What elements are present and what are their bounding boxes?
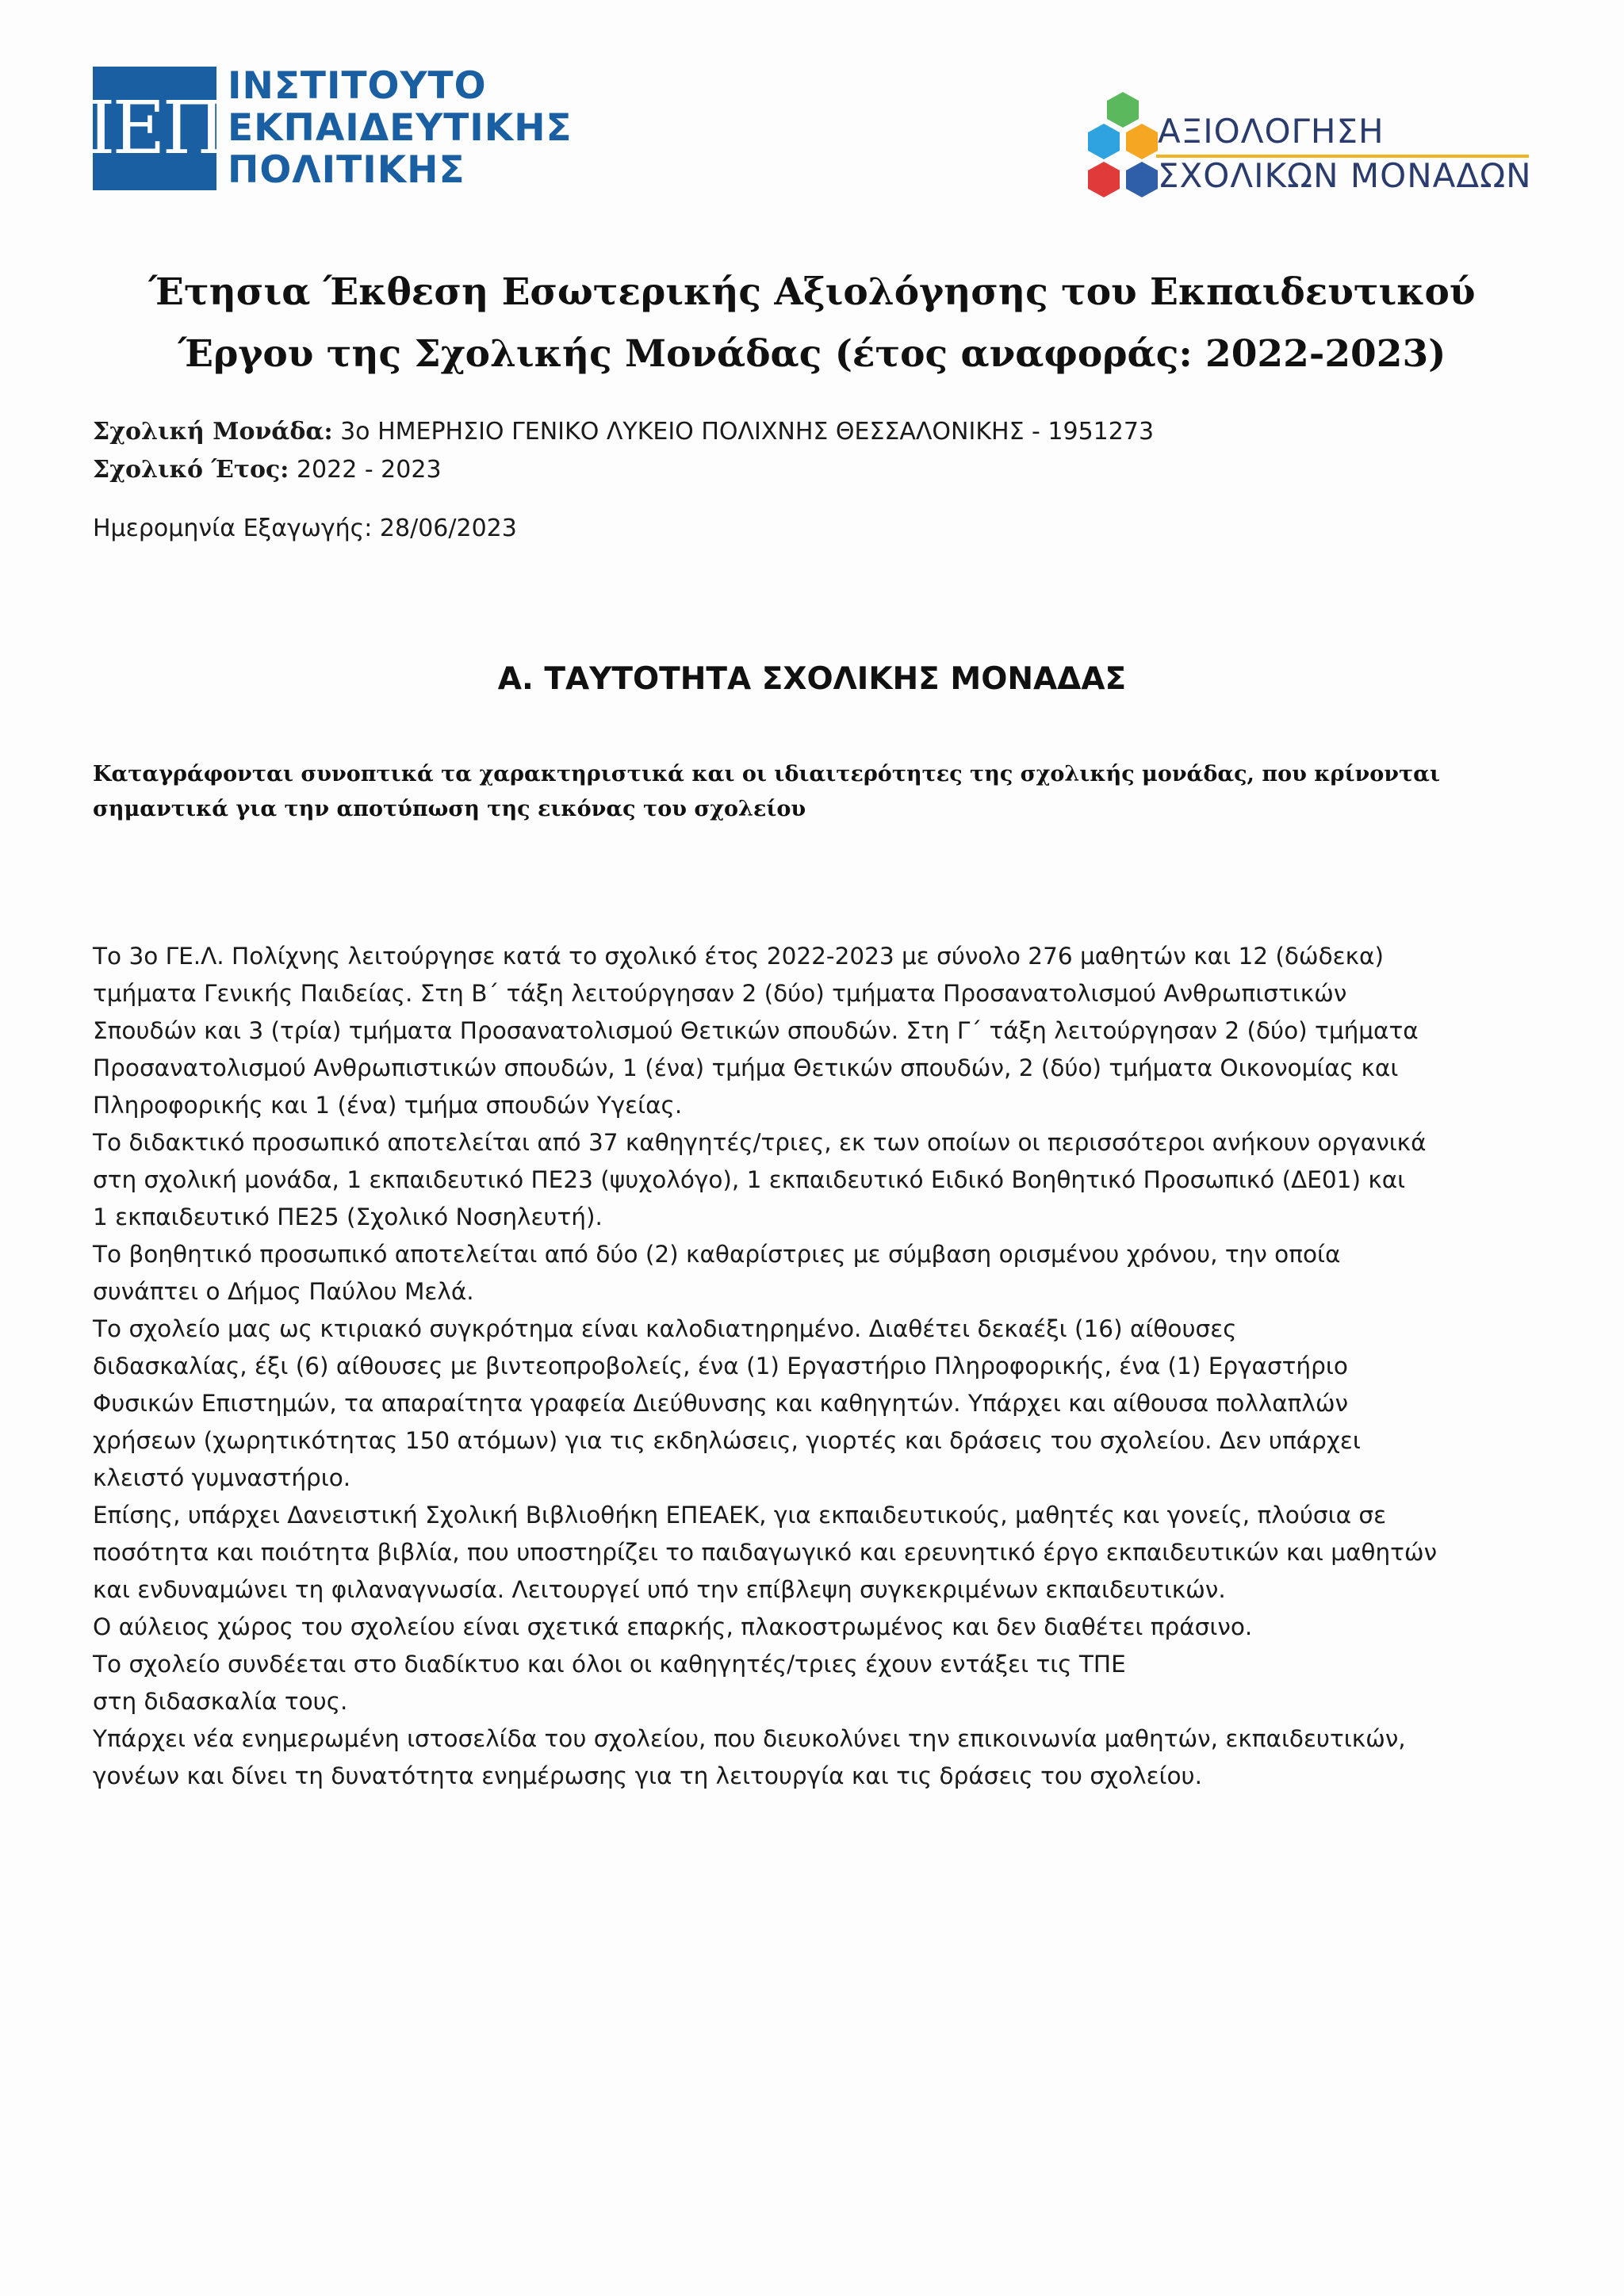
eval-logo-line-2: ΣΧΟΛΙΚΩΝ ΜΟΝΑΔΩΝ [1158,156,1532,195]
iep-logo-line-2: ΕΚΠΑΙΔΕΥΤΙΚΗΣ [228,106,573,150]
document-title-line-1: Έτησια Έκθεση Εσωτερικής Αξιολόγησης του Εκπαιδευτικού [148,270,1476,314]
school-year-value: 2022 - 2023 [296,456,442,484]
body-line: Προσανατολισμού Ανθρωπιστικών σπουδών, 1 (ένα) τμήμα Θετικών σπουδών, 2 (δύο) τμήματα Οικονομίας και [93,1054,1399,1081]
hexagon-cluster-icon [1088,92,1158,203]
school-unit-row [93,416,1154,448]
eval-logo-text [1158,109,1532,198]
body-line: 1 εκπαιδευτικό ΠΕ25 (Σχολικό Νοσηλευτή). [93,1203,603,1230]
body-line: Πληροφορικής και 1 (ένα) τμήμα σπουδών Υγείας. [93,1092,683,1119]
body-line: Το σχολείο συνδέεται στο διαδίκτυο και όλοι οι καθηγητές/τριες έχουν εντάξει τις ΤΠΕ [93,1651,1126,1678]
body-line: Το 3ο ΓΕ.Λ. Πολίχνης λειτούργησε κατά το σχολικό έτος 2022-2023 με σύνολο 276 μαθητών και 12 (δώδεκα) [93,943,1384,970]
body-line: χρήσεων (χωρητικότητας 150 ατόμων) για τις εκδηλώσεις, γιορτές και δράσεις του σχολείου. Δεν υπάρχει [93,1427,1361,1454]
iep-logo-mark-text: ΙΕΠ [86,86,223,170]
body-line: Ο αύλειος χώρος του σχολείου είναι σχετικά επαρκής, πλακοστρωμένος και δεν διαθέτει πράσινο. [93,1613,1253,1640]
school-year-row [93,454,442,486]
body-line: και ενδυναμώνει τη φιλαναγνωσία. Λειτουργεί υπό την επίβλεψη συγκεκριμένων εκπαιδευτικών. [93,1576,1226,1603]
school-unit-label: Σχολική Μονάδα: [93,418,333,446]
body-line: συνάπτει ο Δήμος Παύλου Μελά. [93,1278,474,1305]
iep-logo-line-1: ΙΝΣΤΙΤΟΥΤΟ [228,64,487,108]
document-title-line-2: Έργου της Σχολικής Μονάδας (έτος αναφοράς: 2022-2023) [178,332,1446,376]
body-line: Φυσικών Επιστημών, τα απαραίτητα γραφεία Διεύθυνσης και καθηγητών. Υπάρχει και αίθουσα πολλαπλών [93,1390,1349,1417]
section-description-line-2: σημαντικά για την αποτύπωση της εικόνας του σχολείου [93,797,806,821]
iep-logo-text [228,64,573,192]
body-line: Το βοηθητικό προσωπικό αποτελείται από δύο (2) καθαρίστριες με σύμβαση ορισμένου χρόνου, την οποία [93,1241,1341,1268]
body-line: Υπάρχει νέα ενημερωμένη ιστοσελίδα του σχολείου, που διευκολύνει την επικοινωνία μαθητών, εκπαιδευτικών, [93,1725,1406,1752]
section-description [93,757,1544,827]
body-line: Το διδακτικό προσωπικό αποτελείται από 37 καθηγητές/τριες, εκ των οποίων οι περισσότεροι ανήκουν οργανικά [93,1129,1427,1156]
school-year-label: Σχολικό Έτος: [93,456,289,484]
export-date: Ημερομηνία Εξαγωγής: 28/06/2023 [93,515,517,542]
body-line: Σπουδών και 3 (τρία) τμήματα Προσανατολισμού Θετικών σπουδών. Στη Γ΄ τάξη λειτούργησαν 2 (δύο) τμήματα [93,1017,1419,1044]
school-unit-value: 3ο ΗΜΕΡΗΣΙΟ ΓΕΝΙΚΟ ΛΥΚΕΙΟ ΠΟΛΙΧΝΗΣ ΘΕΣΣΑΛΟΝΙΚΗΣ - 1951273 [340,418,1155,446]
body-line: στη σχολική μονάδα, 1 εκπαιδευτικό ΠΕ23 (ψυχολόγο), 1 εκπαιδευτικό Ειδικό Βοηθητικό Προσωπικό (ΔΕ01) και [93,1166,1406,1193]
body-line: Το σχολείο μας ως κτιριακό συγκρότημα είναι καλοδιατηρημένο. Διαθέτει δεκαέξι (16) αίθουσες [93,1315,1237,1342]
body-line: ποσότητα και ποιότητα βιβλία, που υποστηρίζει το παιδαγωγικό και ερευνητικό έργο εκπαιδευτικών και μαθητών [93,1539,1438,1566]
eval-logo-line-1: ΑΞΙΟΛΟΓΗΣΗ [1158,112,1385,151]
iep-logo [86,64,573,192]
body-line: στη διδασκαλία τους. [93,1688,348,1715]
section-title: Α. ΤΑΥΤΟΤΗΤΑ ΣΧΟΛΙΚΗΣ ΜΟΝΑΔΑΣ [497,661,1127,697]
body-line: Επίσης, υπάρχει Δανειστική Σχολική Βιβλιοθήκη ΕΠΕΑΕΚ, για εκπαιδευτικούς, μαθητές και γονείς, πλούσια σε [93,1502,1387,1529]
body-line: διδασκαλίας, έξι (6) αίθουσες με βιντεοπροβολείς, ένα (1) Εργαστήριο Πληροφορικής, ένα (1) Εργαστήριο [93,1353,1348,1380]
school-identity-text [93,938,1552,1795]
iep-logo-mark [86,67,223,190]
section-description-line-1: Καταγράφονται συνοπτικά τα χαρακτηριστικά και οι ιδιαιτερότητες της σχολικής μονάδας, που κρίνονται [93,762,1441,786]
body-line: τμήματα Γενικής Παιδείας. Στη Β΄ τάξη λειτούργησαν 2 (δύο) τμήματα Προσανατολισμού Ανθρωπιστικών [93,980,1347,1007]
body-line: κλειστό γυμναστήριο. [93,1464,351,1491]
body-line: γονέων και δίνει τη δυνατότητα ενημέρωσης για τη λειτουργία και τις δράσεις του σχολείου. [93,1762,1203,1789]
iep-logo-line-3: ΠΟΛΙΤΙΚΗΣ [228,148,465,192]
document-title [79,262,1545,385]
